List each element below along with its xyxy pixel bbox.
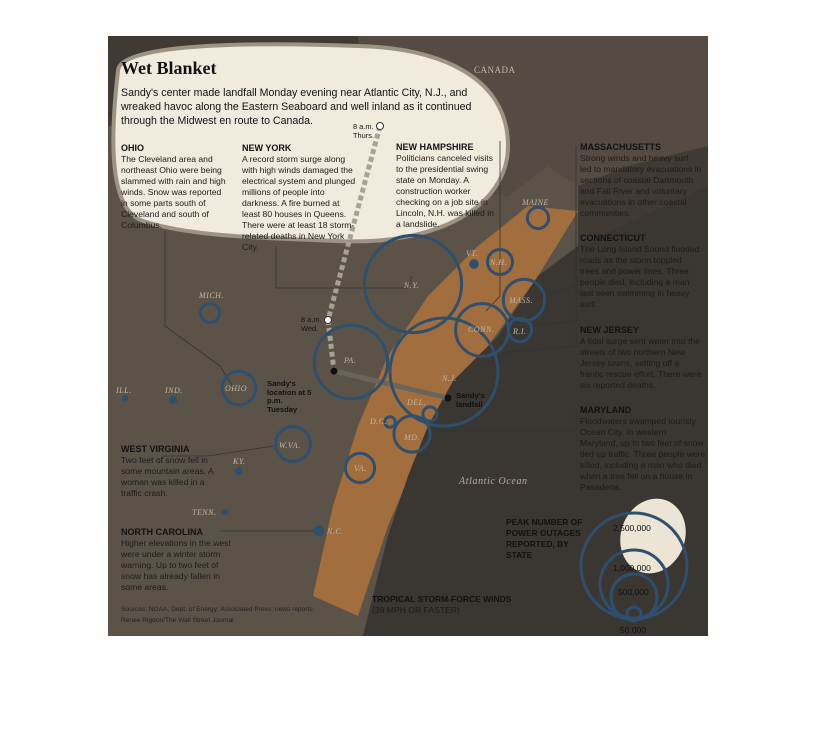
- track-thurs-label: 8 a.m. Thurs.: [353, 122, 374, 140]
- state-ohio: OHIO: [225, 384, 247, 393]
- legend-title: PEAK NUMBER OF POWER OUTAGES REPORTED, BY STATE: [506, 517, 583, 560]
- note-nc-body: Higher elevations in the west were under a winter storm warning. Up to two feet of snow has already fallen in some areas.: [121, 538, 231, 592]
- note-ny-body: A record storm surge along with high winds damaged the electrical system and plunged millions of people into darkness. A fire burned at least 80 houses in Queens. There were at least 18 storm-related deaths in New York City.: [242, 154, 356, 252]
- state-ind: IND.: [165, 386, 183, 395]
- region-canada: CANADA: [474, 65, 516, 75]
- state-mass: MASS.: [509, 296, 534, 305]
- track-location-point: [331, 368, 338, 375]
- state-md: MD.: [404, 433, 420, 442]
- note-conn-body: The Long Island Sound flooded roads as the storm toppled trees and power lines. Three people died, including a man last seen swimming in heavy surf.: [580, 244, 700, 309]
- state-wva: W.VA.: [279, 441, 301, 450]
- note-nc-head: NORTH CAROLINA: [121, 527, 203, 537]
- note-wva-body: Two feet of snow fell in some mountain areas. A woman was killed in a traffic crash.: [121, 455, 214, 498]
- note-conn-head: CONNECTICUT: [580, 233, 646, 243]
- outage-circle-nc: [314, 526, 323, 535]
- note-ohio-head: OHIO: [121, 143, 145, 153]
- state-tenn: TENN.: [192, 508, 217, 517]
- note-mass-body: Strong winds and heavy surf led to mandatory evacuations in sections of coastal Dartmouth and Fall River and voluntary evacuations in other coastal communities.: [580, 153, 702, 218]
- track-wed-label: 8 a.m. Wed.: [301, 315, 322, 333]
- wind-label-title: TROPICAL STORM-FORCE WINDS: [372, 594, 512, 604]
- note-md-head: MARYLAND: [580, 405, 632, 415]
- state-ri: R.I.: [513, 327, 527, 336]
- state-nj: N.J.: [442, 374, 457, 383]
- outage-circle-ky: [236, 468, 242, 474]
- state-nh: N.H.: [490, 258, 508, 267]
- state-nc: N.C.: [327, 527, 344, 536]
- state-ill: ILL.: [116, 386, 132, 395]
- state-del: DEL.: [407, 398, 427, 407]
- outage-circle-ind: [170, 397, 177, 404]
- region-ocean: Atlantic Ocean: [459, 476, 528, 487]
- legend-value-3: 500,000: [618, 587, 649, 597]
- sources-text: Sources: NOAA; Dept. of Energy; Associated Press; news reports: [121, 606, 313, 613]
- map-graphic: [108, 36, 708, 636]
- note-wva-head: WEST VIRGINIA: [121, 444, 190, 454]
- state-conn: CONN.: [468, 325, 495, 334]
- track-location-label: Sandy's location at 5 p.m. Tuesday: [267, 379, 312, 414]
- track-landfall-point: [445, 395, 452, 402]
- state-pa: PA.: [344, 356, 357, 365]
- note-nh-head: NEW HAMPSHIRE: [396, 142, 474, 152]
- note-nh-body: Politicians canceled visits to the presidential swing state on Monday. A construction worker checking on a job site in Lincoln, N.H. was killed in a landslide.: [396, 153, 494, 229]
- outage-circle-tenn: [223, 510, 228, 515]
- note-mass-head: MASSACHUSETTS: [580, 142, 662, 152]
- note-ny-head: NEW YORK: [242, 143, 292, 153]
- note-ohio-body: The Cleveland area and northeast Ohio were being slammed with rain and high winds. Snow was reported in some parts south of Cleveland and south of Columbus.: [121, 154, 226, 230]
- note-nj-head: NEW JERSEY: [580, 325, 640, 335]
- outage-circle-vt: [470, 260, 478, 268]
- outage-circle-ill: [123, 396, 128, 401]
- note-nj-body: A tidal surge sent water into the streets of two northern New Jersey towns, setting off a frantic rescue effort. There were six reported deaths.: [580, 336, 702, 390]
- state-ny: N.Y.: [404, 281, 420, 290]
- state-va: VA.: [354, 464, 367, 473]
- legend-value-1: 2,500,000: [613, 523, 651, 533]
- state-ky: KY.: [233, 457, 246, 466]
- track-landfall-label: Sandy's landfall: [456, 391, 485, 409]
- credit-text: Renee Rigdon/The Wall Street Journal: [121, 617, 234, 624]
- page-title: Wet Blanket: [121, 58, 217, 78]
- state-dc: D.C.: [370, 417, 388, 426]
- note-md-body: Floodwaters swamped touristy Ocean City. In western Maryland, up to two feet of snow tied up traffic. Three people were killed, including a man who died when a tree fell on a house in Pasadena.: [580, 416, 706, 492]
- legend-value-2: 1,000,000: [613, 563, 651, 573]
- state-mich: MICH.: [199, 291, 224, 300]
- dek-text: Sandy's center made landfall Monday evening near Atlantic City, N.J., and wreaked havoc along the Eastern Seaboard and well inland as it continued through the Midwest en route to Canada.: [121, 87, 472, 127]
- wind-label-sub: (39 MPH OR FASTER): [372, 605, 460, 615]
- state-maine: MAINE: [522, 198, 549, 207]
- legend-value-4: 50,000: [620, 625, 646, 635]
- state-vt: VT.: [466, 249, 479, 258]
